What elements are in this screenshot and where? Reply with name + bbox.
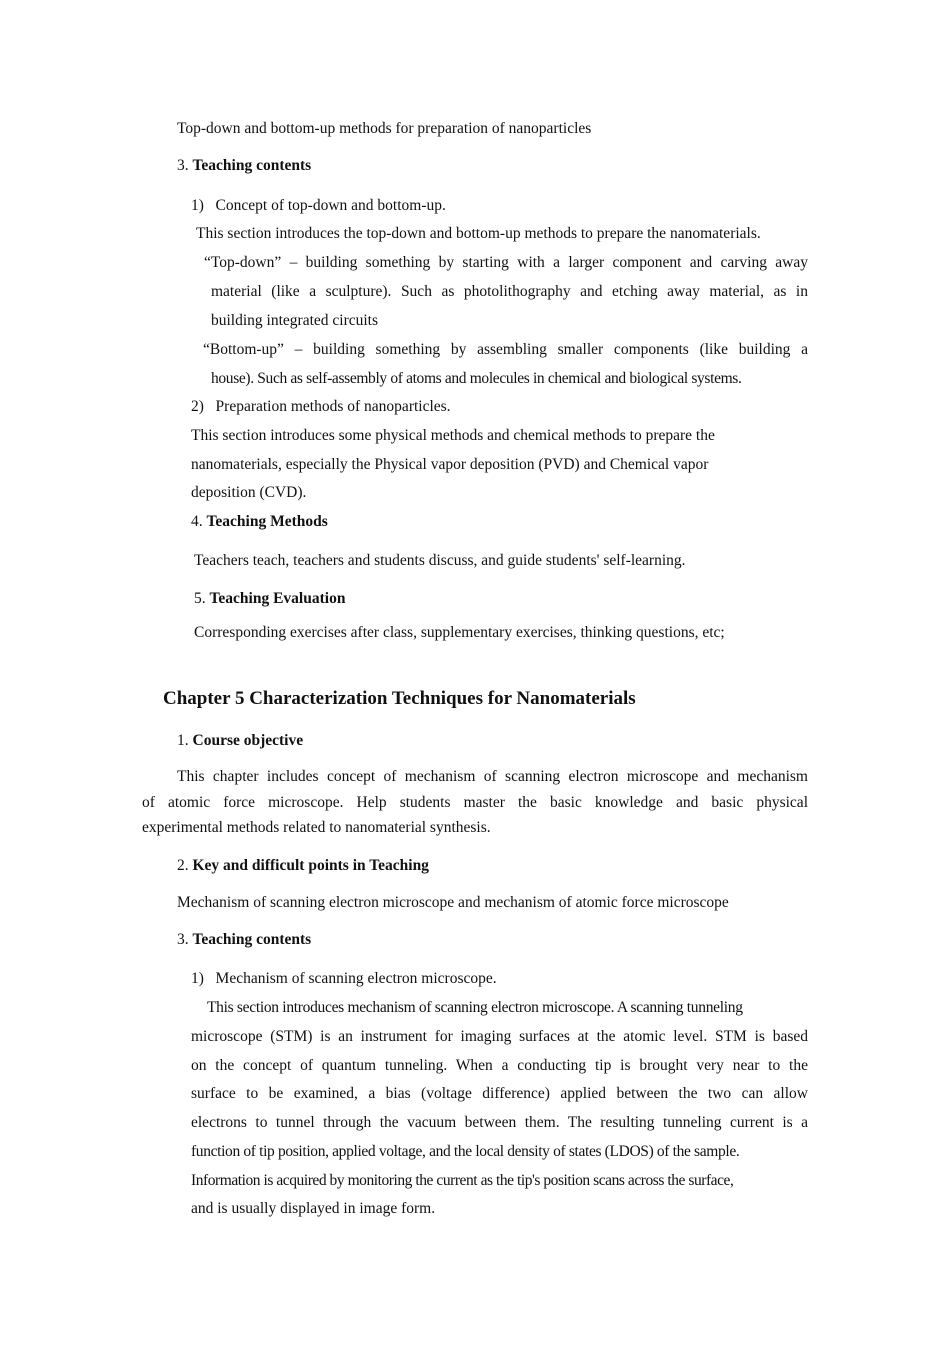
list-number: 1)	[191, 197, 204, 214]
key-points-heading	[177, 856, 429, 876]
list-number: 1)	[191, 970, 204, 987]
paragraph-line: Information is acquired by monitoring the current as the tip's position scans across the surface,	[191, 1172, 734, 1189]
section-title: Key and difficult points in Teaching	[192, 857, 429, 874]
teaching-contents-heading	[177, 930, 311, 950]
section-title: Teaching contents	[192, 931, 312, 948]
paragraph: Mechanism of scanning electron microscope and mechanism of atomic force microscope	[177, 894, 729, 911]
section-number: 1.	[177, 732, 189, 749]
list-item-1	[191, 196, 446, 216]
paragraph-line: and is usually displayed in image form.	[191, 1200, 436, 1217]
section-number: 5.	[194, 590, 206, 607]
section-number: 2.	[177, 857, 189, 874]
paragraph-line: material (like a sculpture). Such as photolithography and etching away material, as in	[211, 283, 808, 300]
paragraph-line: surface to be examined, a bias (voltage difference) applied between the two can allow	[191, 1085, 808, 1102]
paragraph-line: house). Such as self-assembly of atoms and molecules in chemical and biological systems.	[211, 370, 742, 387]
section-3-heading	[177, 156, 311, 176]
list-text: Mechanism of scanning electron microscope.	[215, 970, 497, 987]
list-text: Preparation methods of nanoparticles.	[215, 398, 451, 415]
section-number: 3.	[177, 931, 189, 948]
paragraph-line: This section introduces mechanism of scanning electron microscope. A scanning tunneling	[207, 999, 743, 1016]
list-item-2	[191, 397, 451, 417]
section-number: 4.	[191, 513, 203, 530]
course-objective-heading	[177, 731, 303, 751]
list-item-1	[191, 969, 497, 989]
paragraph-line: This section introduces some physical methods and chemical methods to prepare the	[191, 427, 715, 444]
paragraph-line: function of tip position, applied voltage, and the local density of states (LDOS) of the sample.	[191, 1143, 740, 1160]
paragraph-line: microscope (STM) is an instrument for imaging surfaces at the atomic level. STM is based	[191, 1028, 808, 1045]
paragraph: This section introduces the top-down and bottom-up methods to prepare the nanomaterials.	[196, 225, 761, 242]
intro-line: Top-down and bottom-up methods for preparation of nanoparticles	[177, 120, 592, 137]
paragraph-line: deposition (CVD).	[191, 484, 307, 501]
section-title: Course objective	[192, 732, 304, 749]
paragraph-line: nanomaterials, especially the Physical vapor deposition (PVD) and Chemical vapor	[191, 456, 709, 473]
paragraph-line: “Bottom-up” – building something by assembling smaller components (like building a	[203, 341, 808, 358]
section-title: Teaching Evaluation	[209, 590, 346, 607]
list-text: Concept of top-down and bottom-up.	[215, 197, 446, 214]
chapter-title: Chapter 5 Characterization Techniques for Nanomaterials	[163, 688, 636, 709]
section-number: 3.	[177, 157, 189, 174]
paragraph: Corresponding exercises after class, supplementary exercises, thinking questions, etc;	[194, 624, 725, 641]
list-number: 2)	[191, 398, 204, 415]
paragraph-line: electrons to tunnel through the vacuum between them. The resulting tunneling current is a	[191, 1114, 808, 1131]
section-4-heading	[191, 512, 328, 532]
section-title: Teaching Methods	[206, 513, 328, 530]
paragraph: Teachers teach, teachers and students discuss, and guide students' self-learning.	[194, 552, 686, 569]
section-title: Teaching contents	[192, 157, 312, 174]
paragraph-line: on the concept of quantum tunneling. When a conducting tip is brought very near to the	[191, 1057, 808, 1074]
paragraph-line: of atomic force microscope. Help students master the basic knowledge and basic physical	[142, 794, 808, 811]
paragraph-line: “Top-down” – building something by starting with a larger component and carving away	[204, 254, 808, 271]
paragraph-line: experimental methods related to nanomaterial synthesis.	[142, 819, 491, 836]
section-5-heading	[194, 589, 345, 609]
paragraph-line: This chapter includes concept of mechanism of scanning electron microscope and mechanism	[177, 768, 808, 785]
paragraph-line: building integrated circuits	[211, 312, 379, 329]
